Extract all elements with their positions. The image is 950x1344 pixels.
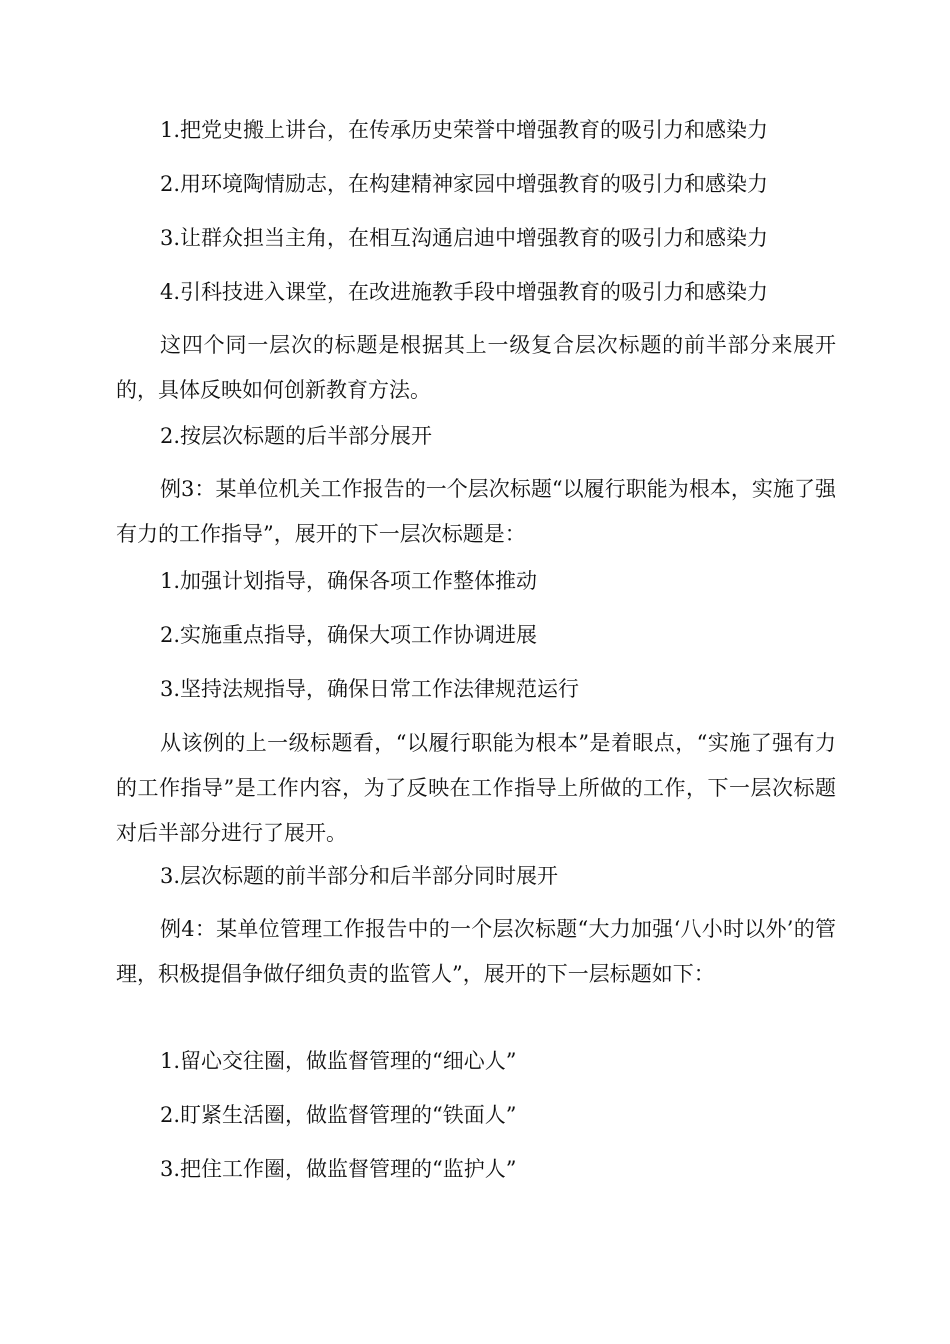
list-item: 1.留心交往圈，做监督管理的“细心人” [160,1049,517,1073]
section-heading: 2.按层次标题的后半部分展开 [160,424,433,448]
list-item: 3.坚持法规指导，确保日常工作法律规范运行 [160,677,580,701]
paragraph: 例3：某单位机关工作报告的一个层次标题“以履行职能为根本，实施了强有力的工作指导”，展开的下一层次标题是： [116,477,836,546]
list-item: 3.让群众担当主角，在相互沟通启迪中增强教育的吸引力和感染力 [160,226,769,250]
section-heading: 3.层次标题的前半部分和后半部分同时展开 [160,864,559,888]
list-item: 1.把党史搬上讲台，在传承历史荣誉中增强教育的吸引力和感染力 [160,118,769,142]
list-item: 4.引科技进入课堂，在改进施教手段中增强教育的吸引力和感染力 [160,280,769,304]
paragraph: 这四个同一层次的标题是根据其上一级复合层次标题的前半部分来展开的，具体反映如何创新教育方法。 [116,333,836,402]
list-item: 2.用环境陶情励志，在构建精神家园中增强教育的吸引力和感染力 [160,172,769,196]
paragraph: 例4：某单位管理工作报告中的一个层次标题“大力加强‘八小时以外’的管理，积极提倡争做仔细负责的监管人”，展开的下一层标题如下： [116,917,836,986]
paragraph: 从该例的上一级标题看，“以履行职能为根本”是着眼点，“实施了强有力的工作指导”是工作内容，为了反映在工作指导上所做的工作，下一层次标题对后半部分进行了展开。 [116,731,836,845]
list-item: 3.把住工作圈，做监督管理的“监护人” [160,1157,517,1181]
list-item: 2.实施重点指导，确保大项工作协调进展 [160,623,538,647]
list-item: 2.盯紧生活圈，做监督管理的“铁面人” [160,1103,517,1127]
list-item: 1.加强计划指导，确保各项工作整体推动 [160,569,538,593]
